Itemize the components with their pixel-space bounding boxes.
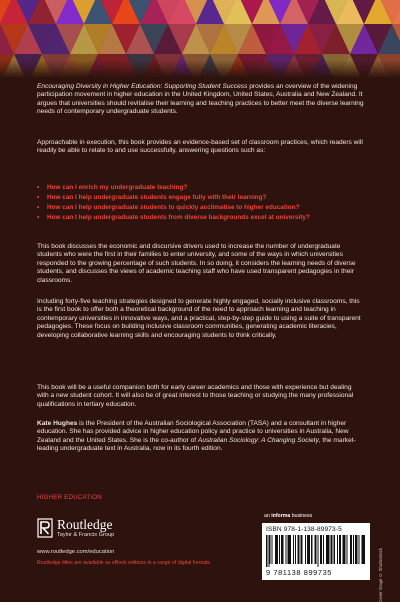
approach-paragraph: Approachable in execution, this book provides an evidence-based set of classroom practices, which readers will readily be able to relate to and use successfully, answering questions such as:: [37, 139, 363, 155]
cover-credit: Cover image © Shutterstock: [378, 548, 383, 602]
ebook-formats-note: Routledge titles are available as eBook editions in a range of digital formats: [37, 560, 211, 566]
companion-paragraph: This book will be a useful companion both for early career academics and those with experience but dealing with a new student cohort. It will also be of great interest to those teaching or studying the many professional qualifications in tertiary education.: [37, 384, 354, 408]
barcode-icon: [266, 535, 366, 567]
intro-paragraph: [37, 83, 365, 117]
barcode-panel: [262, 523, 370, 580]
geometric-banner: [0, 0, 400, 78]
bullet-icon: •: [37, 194, 40, 201]
informa-business-label: an informa business: [264, 513, 313, 519]
question-list: [37, 183, 367, 223]
publisher-name: Routledge: [57, 517, 113, 532]
book-title-italic: Encouraging Diversity in Higher Education: Supporting Student Success: [37, 83, 248, 90]
list-item: • How can I help undergraduate students from diverse backgrounds excel at university?: [37, 214, 310, 221]
publisher-logo: [37, 518, 114, 544]
routledge-r-icon: [37, 518, 53, 538]
list-item: • How can I enrich my undergraduate teaching?: [37, 184, 188, 191]
barcode-digits: 9 781138 899735: [266, 568, 332, 577]
author-book-title: Australian Sociology: A Changing Society: [197, 436, 319, 444]
discussion-paragraph: This book discusses the economic and discursive drivers used to increase the number of undergraduate students who were the first in their families to enter university, and some of the ways in which universities responded to the growing percentage of such students. In so doing, it considers the learning needs of diverse students, and discusses the views of academic teaching staff who have used transparent pedagogies in their classrooms.: [37, 243, 356, 284]
triangle-pattern: [0, 0, 400, 78]
bullet-icon: •: [37, 204, 40, 211]
isbn-number: ISBN 978-1-138-89973-5: [266, 526, 342, 533]
intro-text: provides an overview of the widening participation movement in higher education in the United Kingdom, United States, Australia and New Zealand. It argues that universities should revitalise their learning and teaching practices to better meet the diverse learning needs of contemporary undergraduate students.: [37, 83, 364, 116]
publisher-group: Taylor & Francis Group: [57, 532, 115, 538]
author-name: Kate Hughes: [37, 420, 78, 427]
subject-category: HIGHER EDUCATION: [37, 494, 102, 501]
strategies-paragraph: Including forty-five teaching strategies designed to generate highly engaged, socially inclusive classrooms, this is the first book to offer both a theoretical background of the need to approach learning and teaching in contemporary universities in innovative ways, and a practical, step-by-step guide to using a suite of transparent pedagogies. These focus on building inclusive classroom communities, generating academic literacies, developing collaborative learning skills and encouraging students to think critically.: [37, 298, 361, 339]
bullet-icon: •: [37, 184, 40, 191]
list-item: • How can I help undergraduate students to quickly acclimatise to higher education?: [37, 204, 300, 211]
publisher-url[interactable]: www.routledge.com/education: [37, 549, 115, 555]
bullet-icon: •: [37, 214, 40, 221]
list-item: • How can I help undergraduate students engage fully with their learning?: [37, 194, 267, 201]
author-bio: Kate Hughes is the President of the Australian Sociological Association (TASA) and a consultant in higher education. She has provided advice in higher education policy and practice to universities in Australia, New Zealand and the United States. She is the co-author of Australian Sociology: A Changing Society, the market-leading undergraduate text in Australia, now in its fourth edition.: [37, 420, 356, 453]
